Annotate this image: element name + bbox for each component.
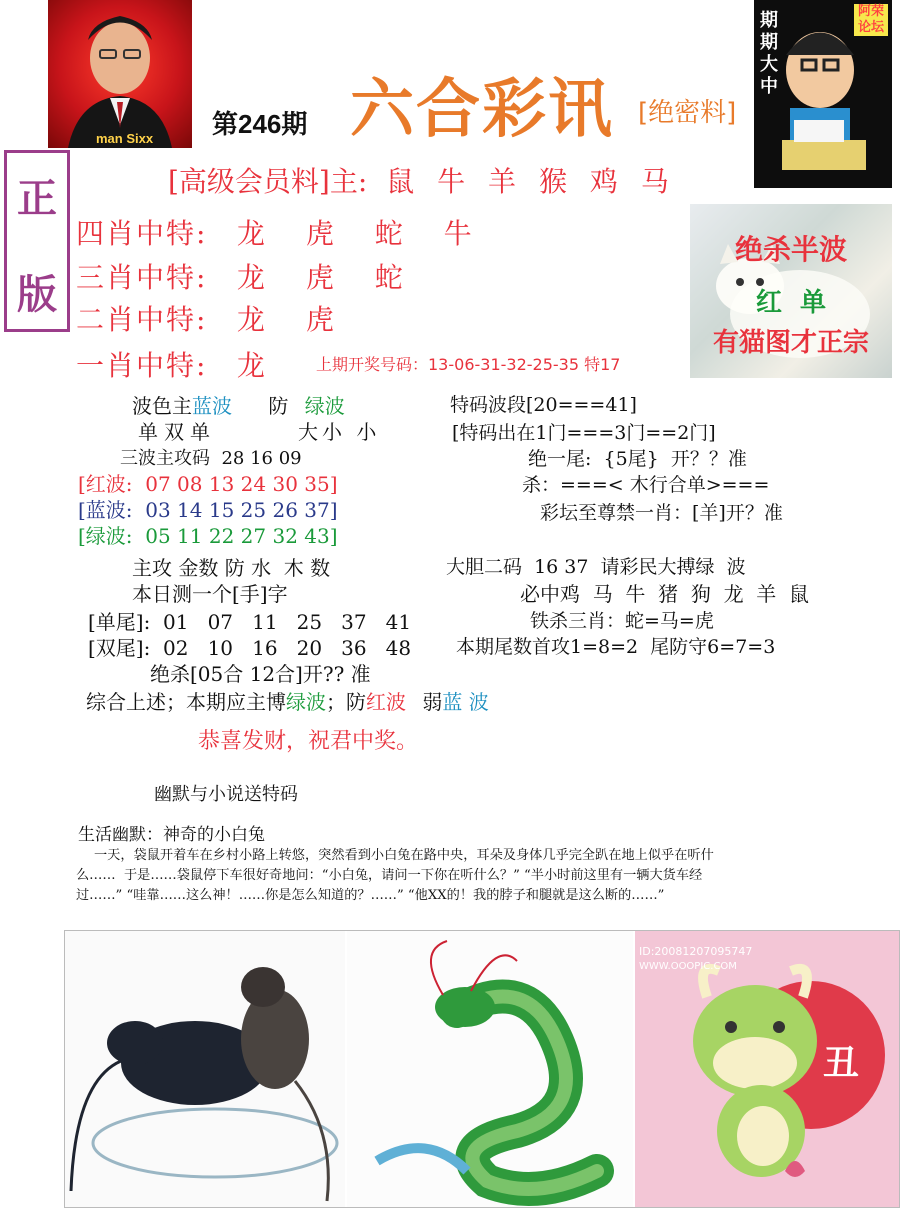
host-photo [48,0,192,148]
page-title: 六合彩讯 [350,73,614,147]
kill-combo: 绝杀[05合 12合]开?? 准 [150,662,371,686]
color-main-line [132,390,345,419]
pick-row-4 [76,212,502,252]
ox-watermark-id: ID:20081207095747 [639,945,753,958]
summary-main: 绿波 [286,690,326,714]
cartoon-text-a: 期期大中 [760,10,778,97]
cat-text-1: 绝杀半波 [734,233,847,266]
single-tail: [单尾]: 01 07 11 25 37 41 [88,610,412,634]
member-zodiac: 羊 [488,165,517,198]
member-zodiac: 牛 [437,165,466,198]
pick-row-1 [76,344,295,384]
pick-item: 蛇 [374,261,405,294]
summary-mid: ；防 [326,690,366,714]
issue-number: 第246期 [212,109,308,139]
last-draw: 上期开奖号码：13-06-31-32-25-35 特17 [316,355,621,374]
summary-prefix: 综合上述；本期应主博 [86,690,286,714]
ban-line: 彩坛至尊禁一肖：[羊]开？准 [540,502,783,524]
pick-label: 四肖中特: [76,217,208,250]
humor-line-2: 么…… 于是……袋鼠停下车很好奇地问：“小白兔，请问一下你在听什么？” “半小时前这里有一辆大货车经 [76,868,703,883]
pick-item: 牛 [443,217,474,250]
must-hit: 必中鸡 马 牛 猪 狗 龙 羊 鼠 [520,582,810,606]
summary-line [86,686,489,715]
member-zodiac: 鼠 [386,165,415,198]
three-wave: 三波主攻码 28 16 09 [120,448,302,469]
ox-character: 丑 [823,1043,860,1084]
blue-wave: [蓝波: 03 14 15 25 26 37] [78,498,338,522]
member-zodiac: 猴 [538,165,567,198]
kill-three: 铁杀三肖：蛇=马=虎 [530,610,714,632]
pick-row-2 [76,298,364,338]
humor-line-3: 过……” “哇靠……这么神！……你是怎么知道的？……” “他XX的！我的脖子和腿就是这么断的……” [76,888,665,903]
blessing: 恭喜发财，祝君中奖。 [198,729,419,754]
tail-guard: 本期尾数首攻1=8=2 尾防守6=7=3 [456,636,776,658]
green-wave: [绿波: 05 11 22 27 32 43] [78,524,338,548]
element-line: 主攻 金数 防 水 木 数 [132,556,331,580]
tail-pick: 绝一尾: {5尾} 开？？准 [528,448,747,470]
pick-item: 虎 [305,303,336,336]
humor-line-1: 一天，袋鼠开着车在乡村小路上转悠，突然看到小白兔在路中央，耳朵及身体几乎完全趴在地上似乎在听什 [94,848,714,863]
pick-label: 一肖中特: [76,349,208,382]
pick-row-3 [76,256,433,296]
ox-watermark-site: WWW.OOOPIC.COM [639,961,737,972]
badge-char-2: 版 [17,271,57,318]
pick-item: 龙 [236,349,267,382]
image-gallery [64,930,900,1208]
cat-image-box [690,204,892,378]
color-guard-prefix: 防 [268,394,289,418]
pick-item: 虎 [305,261,336,294]
summary-guard: 红波 [366,690,406,714]
genuine-badge [4,150,70,332]
pick-label: 二肖中特: [76,303,208,336]
summary-weak-prefix: 弱 [422,690,443,714]
cat-text-3: 有猫图才正宗 [712,328,869,358]
kill-line: 杀：===< 木行合单>=== [522,474,770,496]
rats-image [65,931,345,1207]
pick-label: 三肖中特: [76,261,208,294]
member-line [168,160,669,200]
pick-item: 龙 [236,261,267,294]
badge-char-1: 正 [17,175,57,222]
member-zodiac: 马 [640,165,669,198]
pick-item: 龙 [236,303,267,336]
humor-title: 生活幽默：神奇的小白兔 [78,825,265,845]
special-range: 特码波段[20===41] [450,394,637,416]
color-guard-value: 绿波 [304,394,345,418]
pick-item: 虎 [305,217,336,250]
big-small: 大小 小 [298,420,381,444]
color-main-prefix: 波色主 [132,394,192,418]
color-main-value: 蓝波 [192,394,232,418]
dragon-image [347,931,633,1207]
cartoon-text-b: 阿荣论坛 [854,4,888,36]
member-zodiac: 鸡 [589,165,618,198]
pick-item: 龙 [236,217,267,250]
humor-heading: 幽默与小说送特码 [154,784,298,805]
special-gate: [特码出在1门===3门==2门] [452,422,716,444]
summary-weak: 蓝 波 [442,690,489,714]
odd-even: 单双单 [138,420,216,444]
double-tail: [双尾]: 02 10 16 20 36 48 [88,636,412,660]
cartoon-image [754,0,892,188]
member-label: [高级会员料]主: [168,165,368,198]
title-tag: [绝密料] [638,98,737,128]
red-wave: [红波: 07 08 13 24 30 35] [78,472,338,496]
bold-two: 大胆二码 16 37 请彩民大搏绿 波 [446,556,746,578]
cat-text-2: 红 单 [755,288,827,318]
pick-item: 蛇 [374,217,405,250]
photo-caption: man Sixx [96,131,154,146]
daily-char: 本日测一个[手]字 [132,582,288,606]
ox-image [635,931,899,1207]
